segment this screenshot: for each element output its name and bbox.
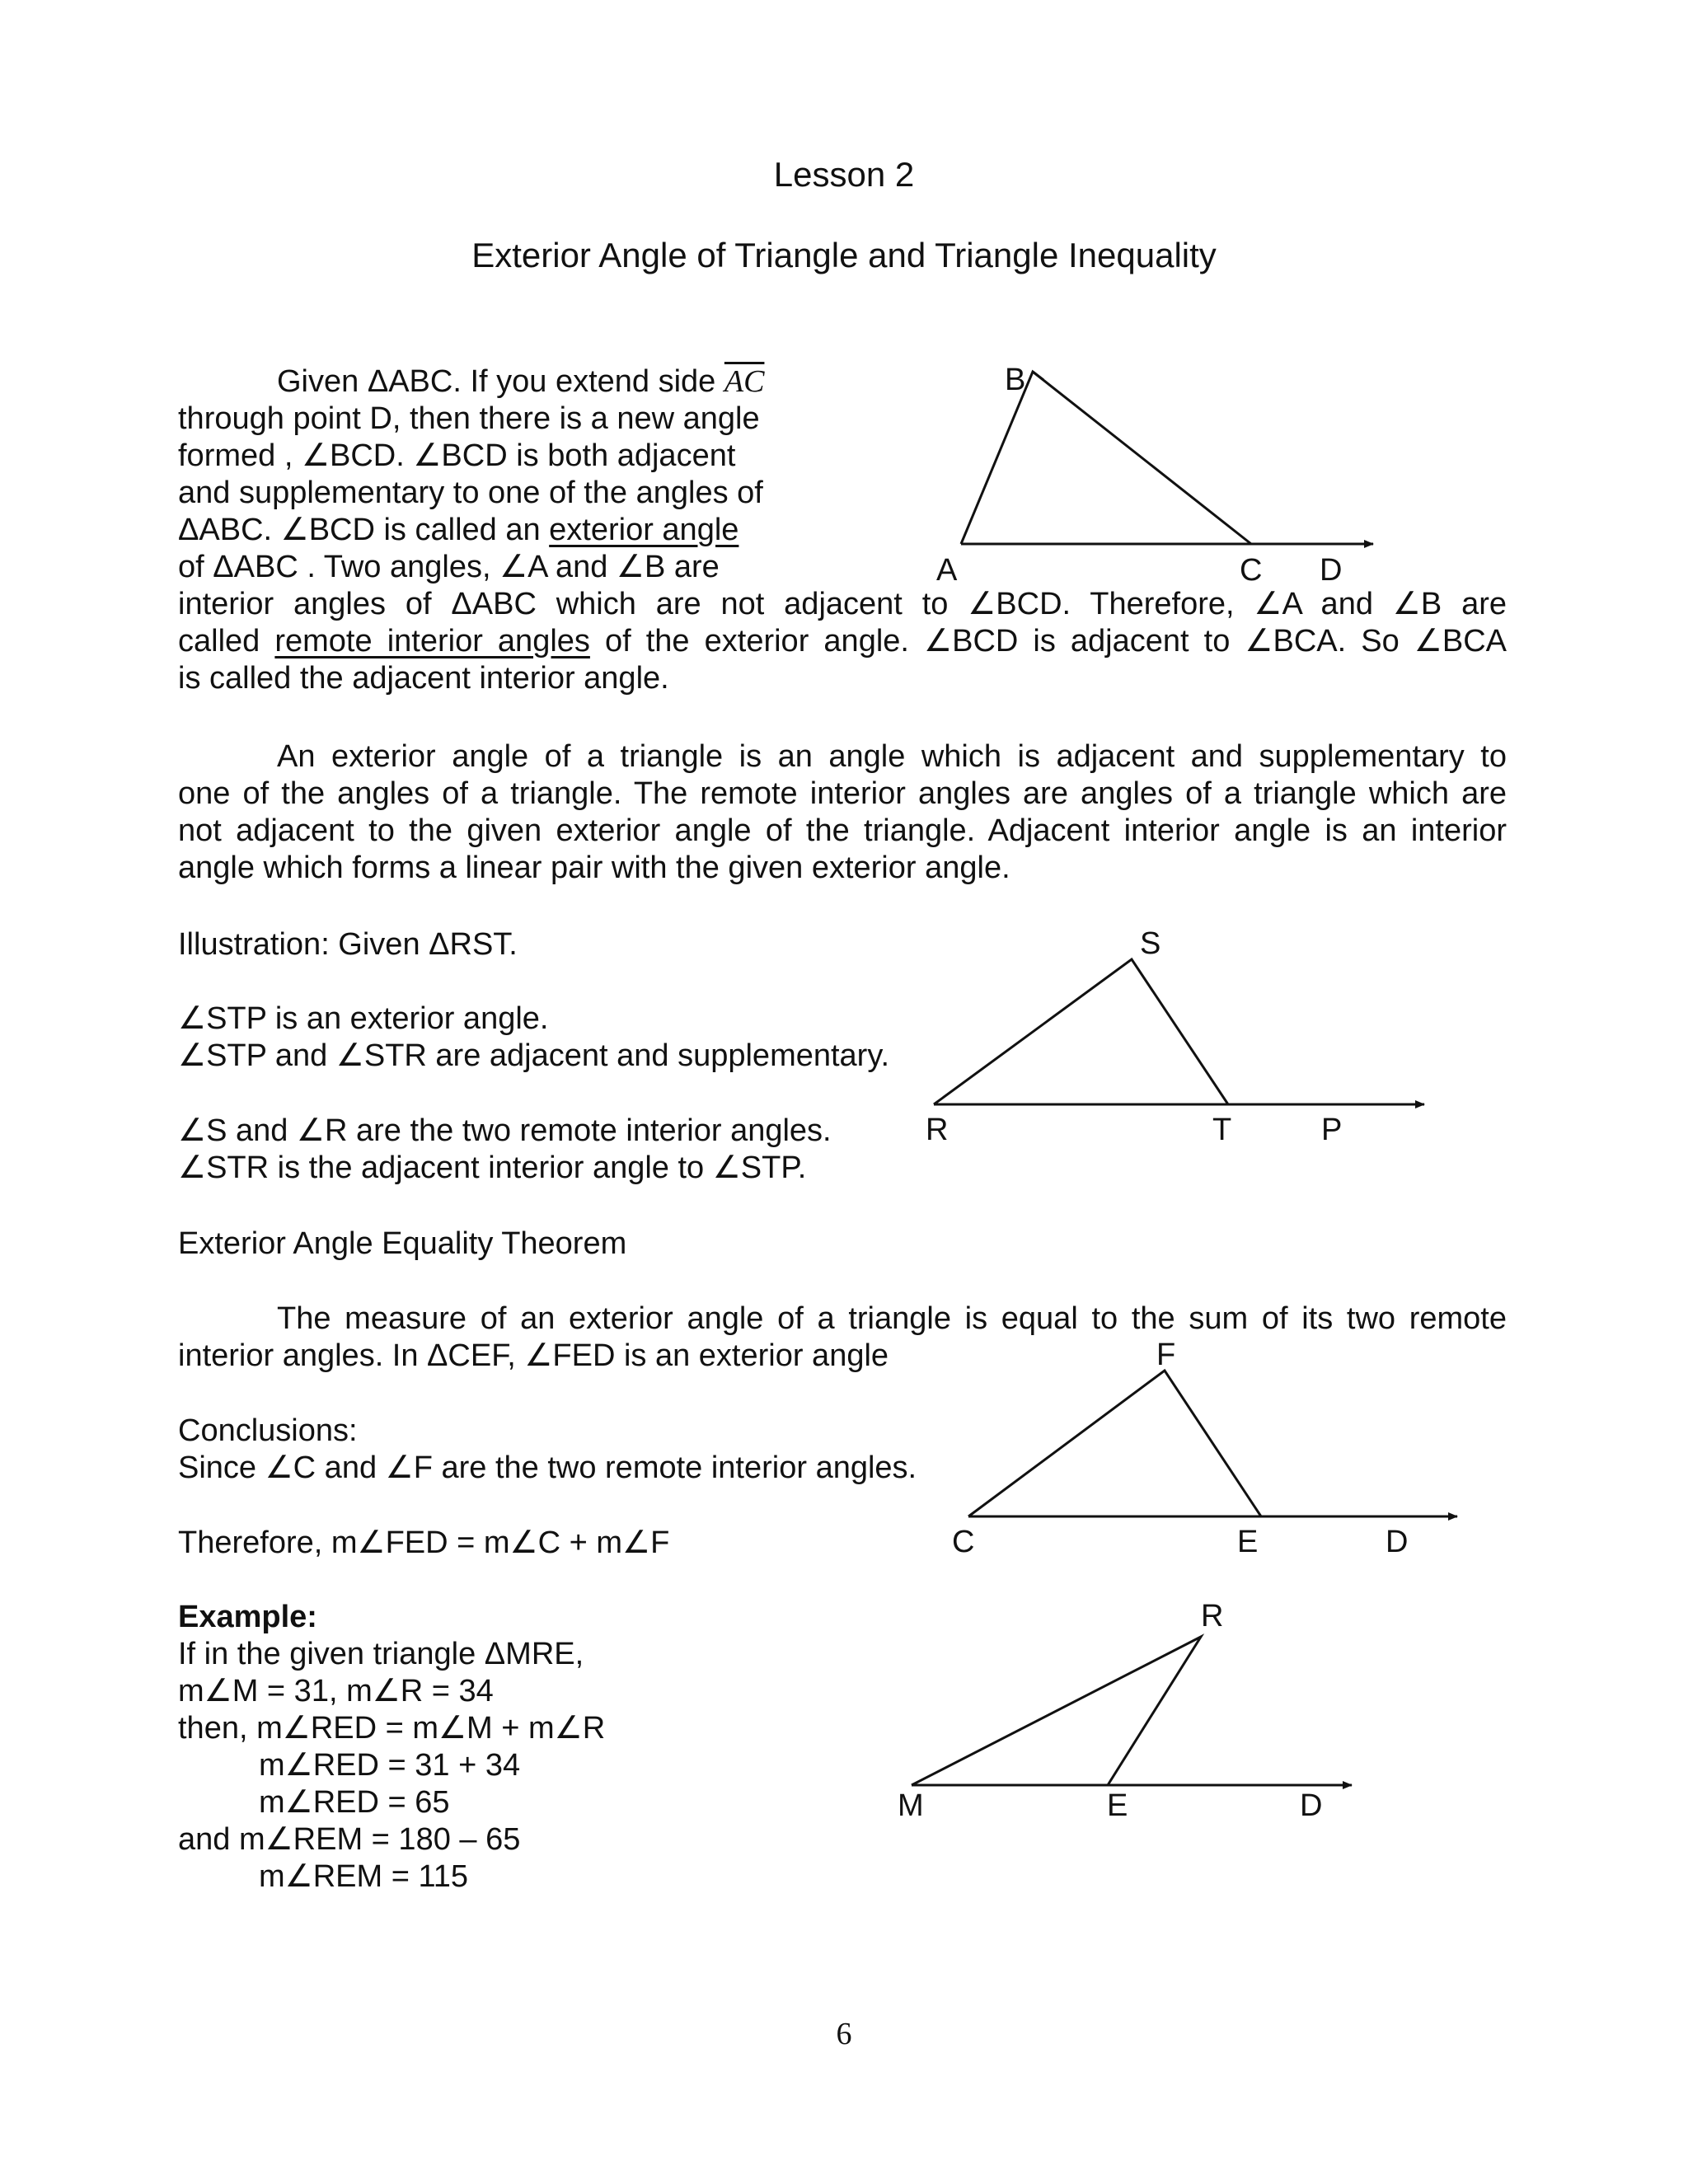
example-line-5: m∠RED = 65 <box>259 1785 450 1820</box>
intro-line-8-a: called <box>178 624 275 658</box>
segment-ac: $\overline{AC}$ <box>724 364 765 399</box>
illustration-line-4: ∠STR is the adjacent interior angle to ∠STP. <box>178 1151 807 1185</box>
theorem-line-2: interior angles. In ΔCEF, ∠FED is an exterior angle <box>178 1338 889 1373</box>
label-mre-d: D <box>1300 1788 1323 1823</box>
illustration-line-1: ∠STP is an exterior angle. <box>178 1001 549 1036</box>
example-line-6: and m∠REM = 180 – 65 <box>178 1822 521 1857</box>
intro-line-4: and supplementary to one of the angles of <box>178 476 763 510</box>
label-abc-c: C <box>1240 553 1263 588</box>
label-mre-m: M <box>898 1788 924 1823</box>
label-mre-e: E <box>1107 1788 1128 1823</box>
label-rst-s: S <box>1140 926 1161 961</box>
label-abc-a: A <box>936 553 958 588</box>
intro-line-2: through point D, then there is a new angle <box>178 401 760 436</box>
triangle-cef <box>968 1371 1261 1516</box>
example-line-2: m∠M = 31, m∠R = 34 <box>178 1674 494 1708</box>
example-line-3: then, m∠RED = m∠M + m∠R <box>178 1711 606 1746</box>
theorem-name: Exterior Angle Equality Theorem <box>178 1226 627 1261</box>
illustration-given: Illustration: Given ΔRST. <box>178 927 518 962</box>
conclusions-therefore: Therefore, m∠FED = m∠C + m∠F <box>178 1526 670 1560</box>
b-tick <box>1033 372 1043 380</box>
label-cef-f: F <box>1156 1338 1176 1372</box>
conclusions-since: Since ∠C and ∠F are the two remote interior angles. <box>178 1451 917 1485</box>
intro-line-6: of ΔABC . Two angles, ∠A and ∠B are <box>178 550 720 584</box>
conclusions-heading: Conclusions: <box>178 1413 358 1448</box>
definition-line-3: not adjacent to the given exterior angle of the triangle. Adjacent interior angle is an interior <box>178 813 1507 848</box>
example-line-7: m∠REM = 115 <box>259 1859 469 1894</box>
label-abc-d: D <box>1320 553 1343 588</box>
label-cef-c: C <box>952 1525 975 1559</box>
label-rst-t: T <box>1212 1113 1232 1147</box>
example-heading: Example: <box>178 1600 317 1634</box>
example-line-1: If in the given triangle ΔMRE, <box>178 1637 584 1671</box>
label-abc-b: B <box>1005 363 1026 397</box>
example-line-4: m∠RED = 31 + 34 <box>259 1748 521 1783</box>
term-exterior-angle: exterior angle <box>549 513 739 547</box>
page-number: 6 <box>836 2017 852 2051</box>
label-rst-r: R <box>926 1113 949 1147</box>
intro-line-9: is called the adjacent interior angle. <box>178 661 669 696</box>
triangle-rst <box>934 959 1228 1104</box>
triangle-mre <box>912 1637 1201 1785</box>
triangle-cef-figure <box>968 1371 1457 1516</box>
label-rst-p: P <box>1321 1113 1343 1147</box>
label-mre-r: R <box>1201 1599 1224 1633</box>
intro-line-5-text: ΔABC. ∠BCD is called an <box>178 513 550 547</box>
label-cef-d: D <box>1386 1525 1409 1559</box>
intro-line-3: formed , ∠BCD. ∠BCD is both adjacent <box>178 438 736 473</box>
lesson-label: Lesson 2 <box>773 155 915 194</box>
illustration-line-2: ∠STP and ∠STR are adjacent and supplementary. <box>178 1038 890 1073</box>
label-cef-e: E <box>1237 1525 1259 1559</box>
illustration-line-3: ∠S and ∠R are the two remote interior angles. <box>178 1113 832 1148</box>
page-title: Exterior Angle of Triangle and Triangle Inequality <box>471 236 1217 274</box>
intro-line-8-b: of the exterior angle. ∠BCD is adjacent to ∠BCA. So ∠BCA <box>589 624 1507 658</box>
intro-line-7: interior angles of ΔABC which are not adjacent to ∠BCD. Therefore, ∠A and ∠B are <box>178 587 1507 621</box>
definition-line-4: angle which forms a linear pair with the given exterior angle. <box>178 851 1010 885</box>
triangle-rst-figure <box>934 959 1424 1104</box>
intro-line-1-text: Given ΔABC. If you extend side <box>277 364 724 399</box>
theorem-line-1: The measure of an exterior angle of a triangle is equal to the sum of its two remote <box>277 1301 1507 1336</box>
definition-line-2: one of the angles of a triangle. The remote interior angles are angles of a triangle which are <box>178 776 1507 811</box>
triangle-mre-figure <box>912 1637 1352 1785</box>
definition-line-1: An exterior angle of a triangle is an angle which is adjacent and supplementary to <box>277 739 1507 774</box>
term-remote-interior-angles: remote interior angles <box>274 624 590 658</box>
